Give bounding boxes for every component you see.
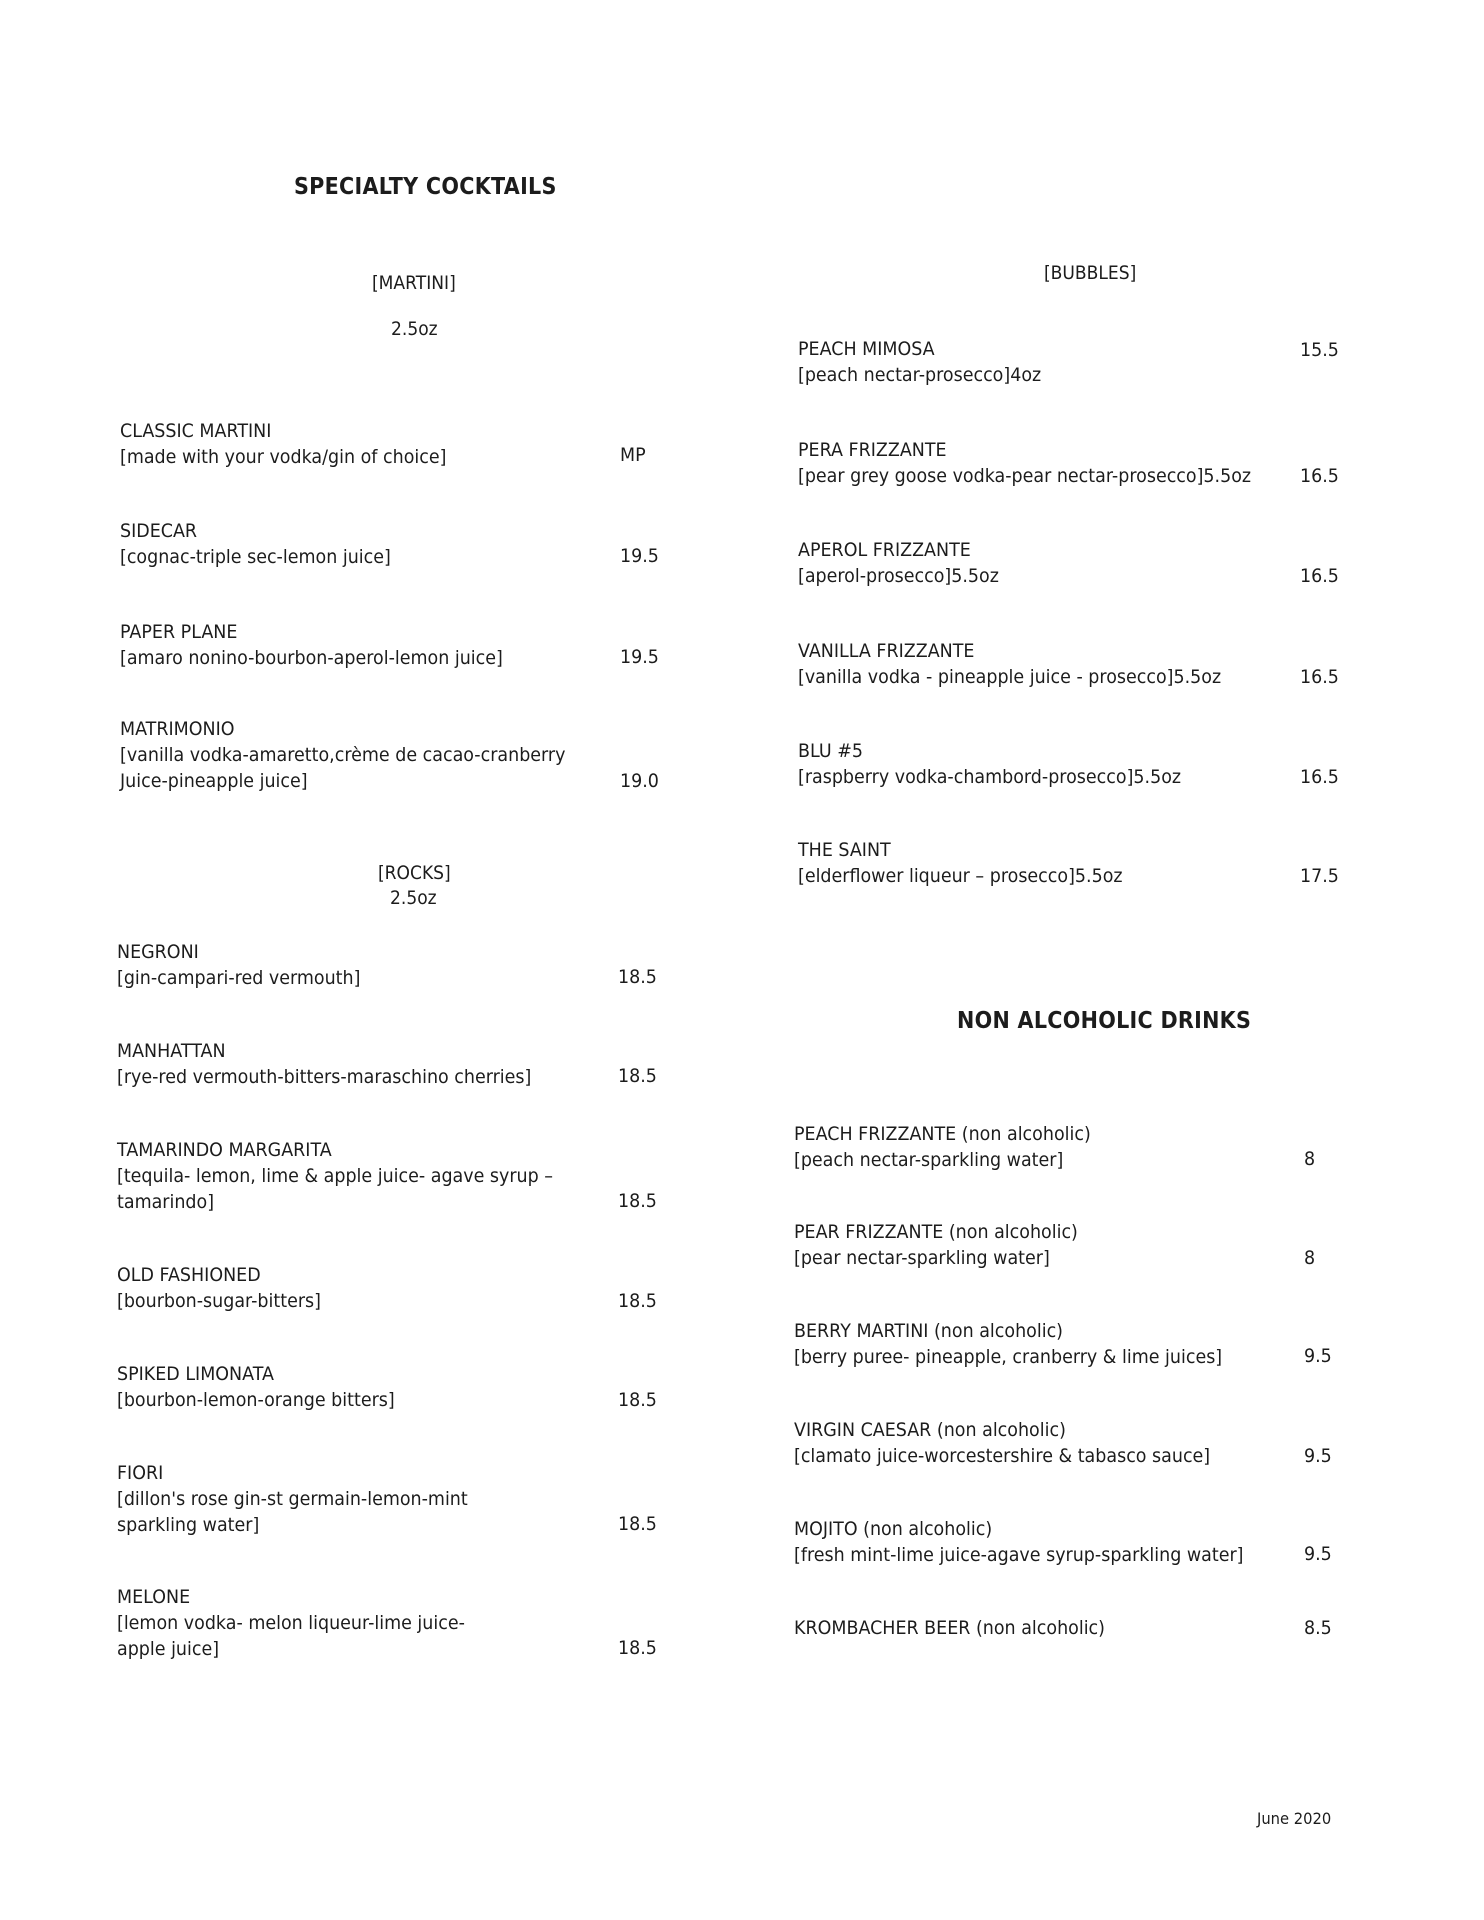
footer-date: June 2020 [1257, 1809, 1332, 1828]
item-description: [berry puree- pineapple, cranberry & lime juices] [794, 1346, 1223, 1368]
item-price: 16.5 [1300, 565, 1339, 587]
menu-item-virgin-caesar-non-alcoholic [794, 1417, 1210, 1469]
item-description: [amaro nonino-bourbon-aperol-lemon juice] [120, 647, 503, 669]
menu-item-paper-plane [120, 619, 503, 671]
item-description: [bourbon-sugar-bitters] [117, 1290, 321, 1312]
item-name: SIDECAR [120, 520, 198, 542]
item-description: Juice-pineapple juice] [120, 770, 308, 792]
item-price: 17.5 [1300, 865, 1339, 887]
menu-item-negroni [117, 939, 360, 991]
menu-item-blu-5 [798, 738, 1181, 790]
item-description: [aperol-prosecco]5.5oz [798, 565, 999, 587]
item-description: [raspberry vodka-chambord-prosecco]5.5oz [798, 766, 1182, 788]
menu-item-melone [117, 1584, 465, 1662]
item-description: [dillon's rose gin-st germain-lemon-mint [117, 1488, 468, 1510]
item-name: KROMBACHER BEER (non alcoholic) [794, 1617, 1105, 1639]
item-name: MATRIMONIO [120, 718, 235, 740]
menu-item-fiori [117, 1460, 468, 1538]
rocks-section-label: [ROCKS] [378, 862, 451, 884]
item-price: 8 [1304, 1148, 1316, 1170]
menu-item-pera-frizzante [798, 437, 1251, 489]
menu-item-berry-martini-non-alcoholic [794, 1318, 1222, 1370]
item-name: MELONE [117, 1586, 191, 1608]
item-description: [pear grey goose vodka-pear nectar-prosecco]5.5oz [798, 465, 1252, 487]
item-name: APEROL FRIZZANTE [798, 539, 971, 561]
item-price: 16.5 [1300, 666, 1339, 688]
page-title: SPECIALTY COCKTAILS [294, 174, 557, 200]
menu-item-peach-mimosa [798, 336, 1041, 388]
martini-section-size: 2.5oz [391, 318, 438, 340]
bubbles-section-label: [BUBBLES] [1044, 262, 1137, 284]
menu-item-aperol-frizzante [798, 537, 999, 589]
menu-item-classic-martini [120, 418, 446, 470]
item-name: OLD FASHIONED [117, 1264, 261, 1286]
item-name: THE SAINT [798, 839, 891, 861]
item-price: 15.5 [1300, 339, 1339, 361]
menu-item-tamarindo-margarita [117, 1137, 553, 1215]
item-price: 18.5 [618, 966, 657, 988]
item-price: 18.5 [618, 1513, 657, 1535]
menu-item-manhattan [117, 1038, 531, 1090]
menu-item-old-fashioned [117, 1262, 321, 1314]
item-description: [lemon vodka- melon liqueur-lime juice- [117, 1612, 465, 1634]
item-price: 18.5 [618, 1190, 657, 1212]
item-price: 16.5 [1300, 766, 1339, 788]
martini-section-label: [MARTINI] [372, 272, 456, 294]
item-description: [cognac-triple sec-lemon juice] [120, 546, 391, 568]
menu-item-matrimonio [120, 716, 565, 794]
item-name: PERA FRIZZANTE [798, 439, 947, 461]
non-alcoholic-title: NON ALCOHOLIC DRINKS [957, 1008, 1252, 1034]
item-price: 8 [1304, 1247, 1316, 1269]
item-price: 8.5 [1304, 1617, 1332, 1639]
item-name: SPIKED LIMONATA [117, 1363, 275, 1385]
item-price: 9.5 [1304, 1345, 1332, 1367]
item-price: 9.5 [1304, 1445, 1332, 1467]
item-price: 18.5 [618, 1389, 657, 1411]
menu-item-the-saint [798, 837, 1123, 889]
item-price: 18.5 [618, 1065, 657, 1087]
menu-item-sidecar [120, 518, 391, 570]
item-price: 16.5 [1300, 465, 1339, 487]
item-name: MANHATTAN [117, 1040, 226, 1062]
item-price: 18.5 [618, 1290, 657, 1312]
item-name: VANILLA FRIZZANTE [798, 640, 975, 662]
item-price: 19.0 [620, 770, 659, 792]
item-description: sparkling water] [117, 1514, 260, 1536]
menu-item-mojito-non-alcoholic [794, 1516, 1244, 1568]
menu-item-krombacher-beer-non-alcoholic [794, 1615, 1105, 1641]
item-name: PEACH MIMOSA [798, 338, 935, 360]
item-name: BLU #5 [798, 740, 863, 762]
item-price: 19.5 [620, 545, 659, 567]
item-description: [vanilla vodka - pineapple juice - prosecco]5.5oz [798, 666, 1222, 688]
item-description: [pear nectar-sparkling water] [794, 1247, 1050, 1269]
item-description: [clamato juice-worcestershire & tabasco sauce] [794, 1445, 1211, 1467]
item-name: PAPER PLANE [120, 621, 238, 643]
item-description: [rye-red vermouth-bitters-maraschino cherries] [117, 1066, 532, 1088]
item-description: [tequila- lemon, lime & apple juice- agave syrup – [117, 1165, 554, 1187]
item-name: MOJITO (non alcoholic) [794, 1518, 993, 1540]
item-description: tamarindo] [117, 1191, 215, 1213]
item-description: [peach nectar-sparkling water] [794, 1149, 1064, 1171]
menu-item-vanilla-frizzante [798, 638, 1221, 690]
item-description: apple juice] [117, 1638, 220, 1660]
item-price: 19.5 [620, 646, 659, 668]
item-description: [gin-campari-red vermouth] [117, 967, 361, 989]
rocks-section-size: 2.5oz [390, 887, 437, 909]
item-name: VIRGIN CAESAR (non alcoholic) [794, 1419, 1066, 1441]
item-name: PEAR FRIZZANTE (non alcoholic) [794, 1221, 1078, 1243]
item-description: [bourbon-lemon-orange bitters] [117, 1389, 395, 1411]
item-name: FIORI [117, 1462, 164, 1484]
item-name: NEGRONI [117, 941, 199, 963]
menu-item-peach-frizzante-non-alcoholic [794, 1121, 1091, 1173]
item-price: 9.5 [1304, 1543, 1332, 1565]
item-name: CLASSIC MARTINI [120, 420, 272, 442]
item-description: [peach nectar-prosecco]4oz [798, 364, 1042, 386]
menu-item-spiked-limonata [117, 1361, 395, 1413]
item-description: [fresh mint-lime juice-agave syrup-sparkling water] [794, 1544, 1244, 1566]
menu-item-pear-frizzante-non-alcoholic [794, 1219, 1078, 1271]
item-description: [made with your vodka/gin of choice] [120, 446, 447, 468]
item-price: MP [620, 444, 646, 466]
item-name: PEACH FRIZZANTE (non alcoholic) [794, 1123, 1091, 1145]
item-name: BERRY MARTINI (non alcoholic) [794, 1320, 1063, 1342]
item-description: [vanilla vodka-amaretto,crème de cacao-cranberry [120, 744, 566, 766]
item-price: 18.5 [618, 1637, 657, 1659]
item-description: [elderflower liqueur – prosecco]5.5oz [798, 865, 1123, 887]
item-name: TAMARINDO MARGARITA [117, 1139, 332, 1161]
